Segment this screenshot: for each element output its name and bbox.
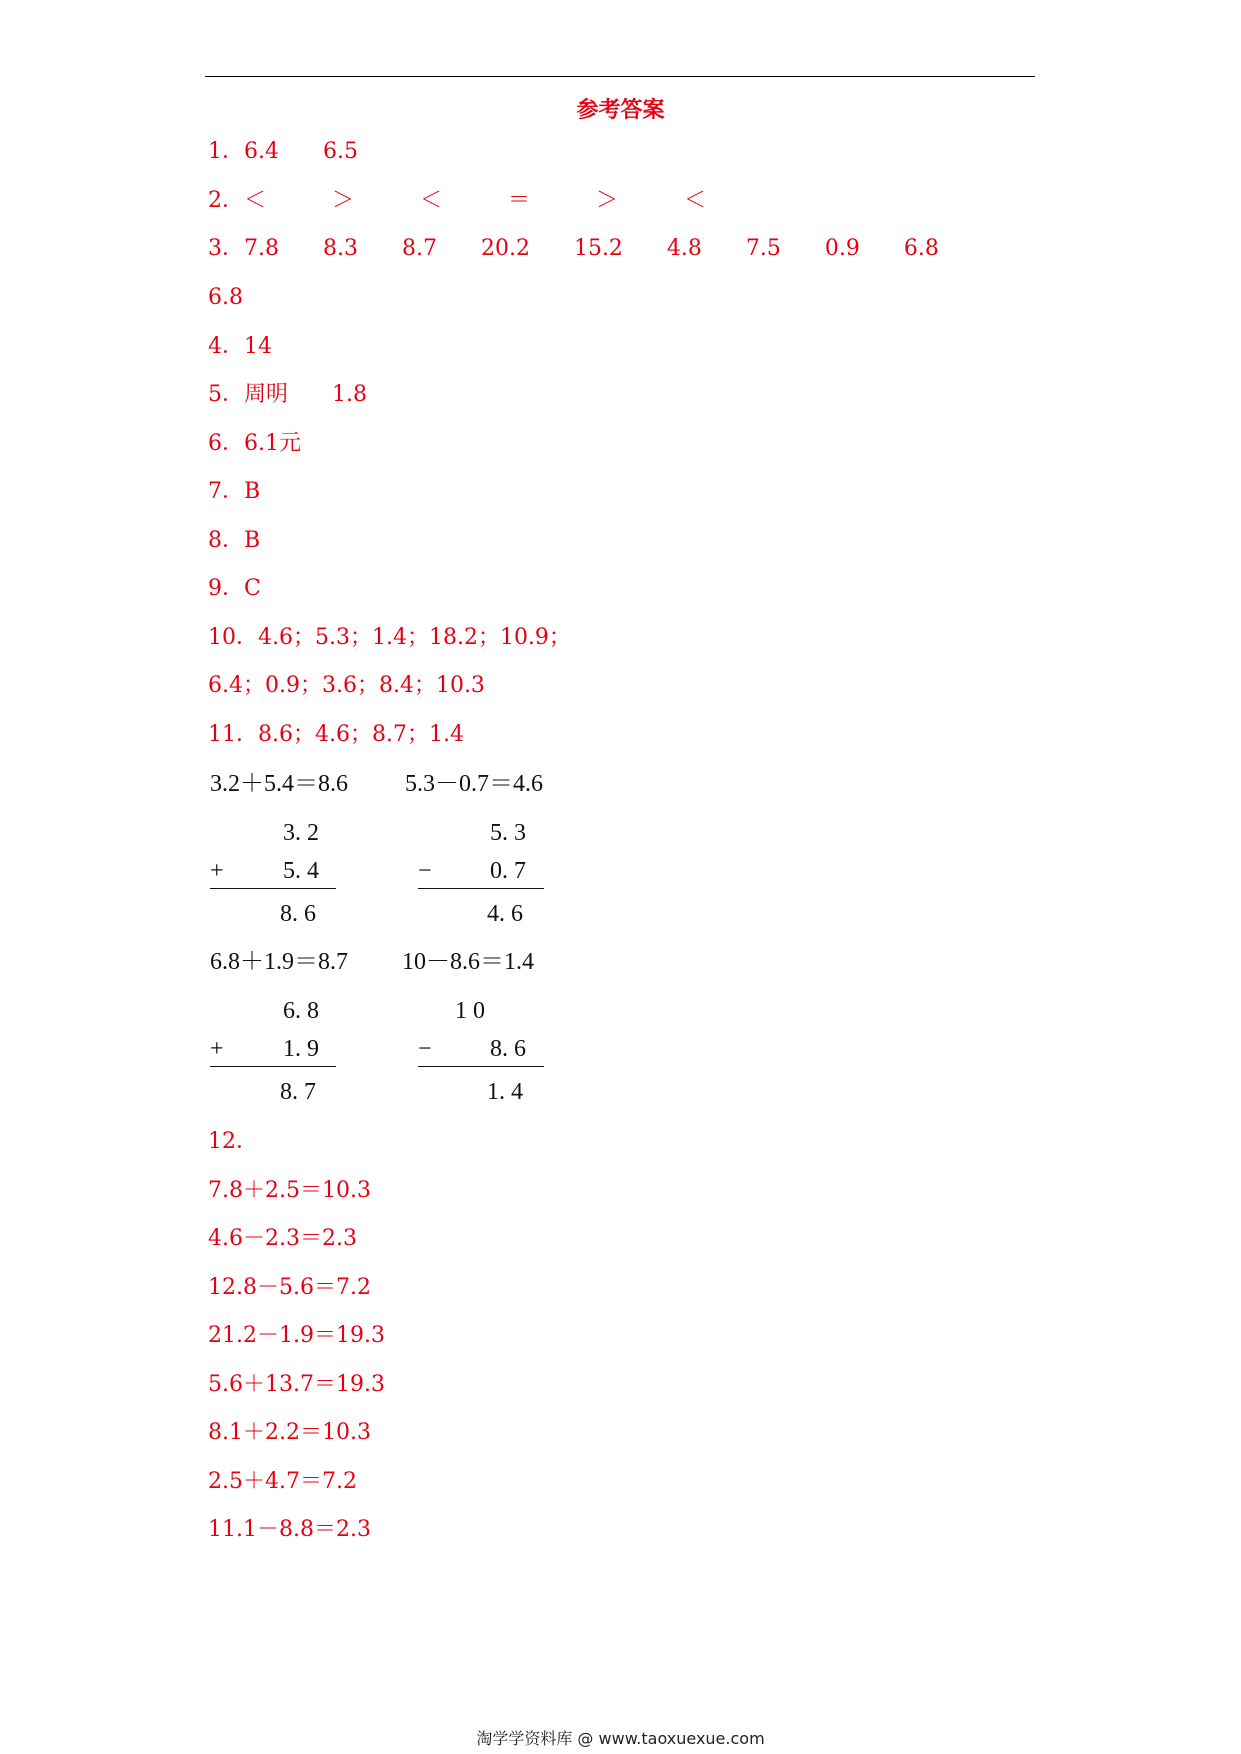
answer-11: 11．8.6；4.6；8.7；1.4 [208,722,464,747]
answer-1: 1．6.4 6.5 [208,139,358,164]
calc4-rule [418,1066,544,1067]
calc1-rule [210,888,336,889]
calc2-top-number: 5. 3 [490,820,526,846]
calc3-result: 8. 7 [280,1079,316,1105]
answer-3: 3．7.8 8.3 8.7 20.2 15.2 4.8 7.5 0.9 6.8 [208,236,939,261]
calc1-result: 8. 6 [280,901,316,927]
calc1-top-number: 3. 2 [283,820,319,846]
calc1-second-number: 5. 4 [283,858,319,884]
answer-12-line: 2.5＋4.7＝7.2 [208,1469,357,1494]
calc4-result: 1. 4 [487,1079,523,1105]
equation-3-2-plus-5-4: 3.2＋5.4＝8.6 [210,771,348,797]
header-rule [205,76,1035,77]
calc2-minus-sign: − [418,858,432,884]
answer-4: 4．14 [208,334,272,359]
answer-12-line: 7.8＋2.5＝10.3 [208,1178,371,1203]
calc3-rule [210,1066,336,1067]
answer-2: 2．＜ ＞ ＜ ＝ ＞ ＜ [208,188,706,213]
answer-12-line: 11.1－8.8＝2.3 [208,1517,371,1542]
equation-6-8-plus-1-9: 6.8＋1.9＝8.7 [210,949,348,975]
calc4-minus-sign: − [418,1036,432,1062]
answer-10-line-1: 10．4.6；5.3；1.4；18.2；10.9； [208,625,571,650]
calc2-rule [418,888,544,889]
calc3-plus-sign: + [210,1036,224,1062]
answer-7: 7．B [208,479,261,504]
answer-6: 6．6.1元 [208,431,301,456]
page-title: 参考答案 [576,98,665,123]
calc3-top-number: 6. 8 [283,998,319,1024]
answer-12-line: 12.8－5.6＝7.2 [208,1275,371,1300]
calc4-second-number: 8. 6 [490,1036,526,1062]
answer-12-line: 5.6＋13.7＝19.3 [208,1372,385,1397]
answer-5: 5．周明 1.8 [208,382,367,407]
answer-3-continued: 6.8 [208,285,243,310]
calc2-second-number: 0. 7 [490,858,526,884]
equation-5-3-minus-0-7: 5.3－0.7＝4.6 [405,771,543,797]
answer-9: 9．C [208,576,261,601]
calc1-plus-sign: + [210,858,224,884]
answer-8: 8．B [208,528,261,553]
calc3-second-number: 1. 9 [283,1036,319,1062]
calc4-top-number: 1 0 [455,998,485,1024]
answer-12-line: 21.2－1.9＝19.3 [208,1323,385,1348]
calc2-result: 4. 6 [487,901,523,927]
answer-12: 12． [208,1129,258,1154]
answer-12-line: 4.6－2.3＝2.3 [208,1226,357,1251]
answer-10-line-2: 6.4；0.9；3.6；8.4；10.3 [208,673,485,698]
footer-watermark: 淘学学资料库 @ www.taoxuexue.com [476,1729,765,1748]
equation-10-minus-8-6: 10－8.6＝1.4 [402,949,534,975]
answer-12-line: 8.1＋2.2＝10.3 [208,1420,371,1445]
